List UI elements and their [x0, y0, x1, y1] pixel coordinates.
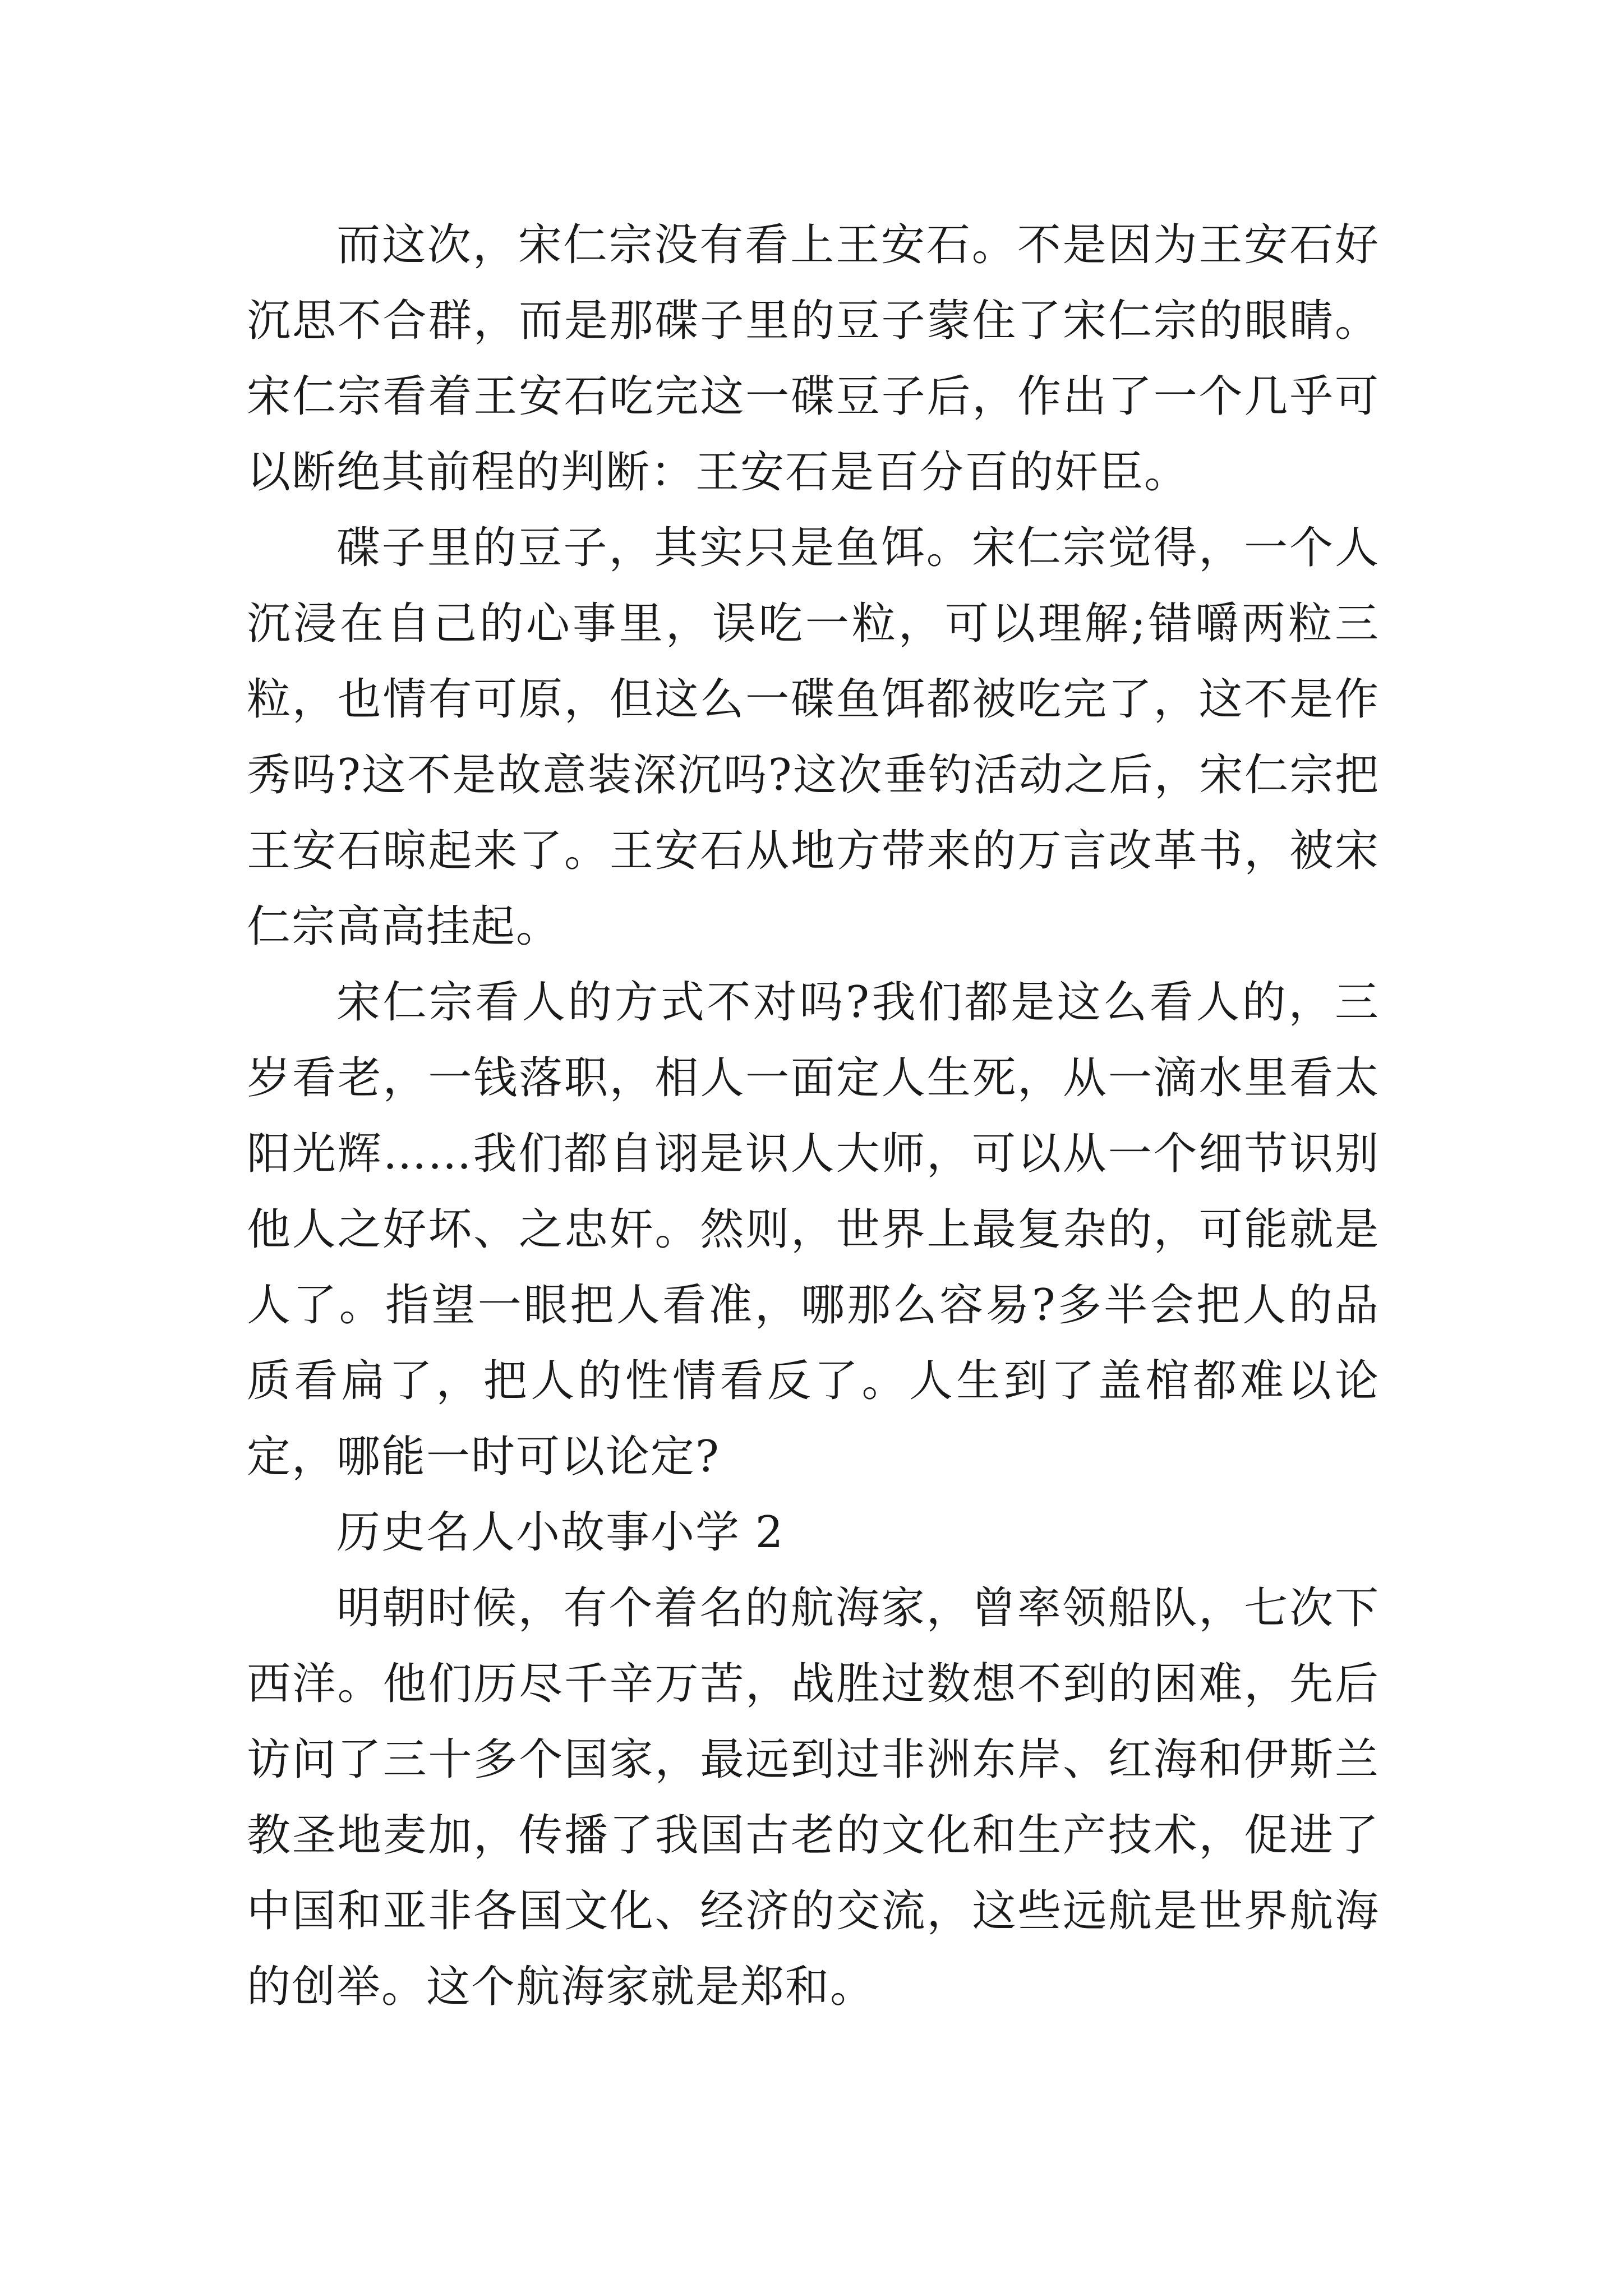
paragraph-3: 宋仁宗看人的方式不对吗?我们都是这么看人的，三岁看老，一钱落职，相人一面定人生死，从一滴水里看太阳光辉……我们都自诩是识人大师，可以从一个细节识别他人之好坏、之忠奸。然则，世界上最复杂的，可能就是人了。指望一眼把人看准，哪那么容易?多半会把人的品质看扁了，把人的性情看反了。人生到了盖棺都难以论定，哪能一时可以论定? — [247, 977, 1380, 1482]
document-body — [247, 208, 1380, 2025]
section-heading: 历史名人小故事小学 2 — [336, 1507, 785, 1558]
paragraph-1: 而这次，宋仁宗没有看上王安石。不是因为王安石好沉思不合群，而是那碟子里的豆子蒙住了宋仁宗的眼睛。宋仁宗看着王安石吃完这一碟豆子后，作出了一个几乎可以断绝其前程的判断：王安石是百分百的奸臣。 — [247, 220, 1380, 498]
paragraph-2: 碟子里的豆子，其实只是鱼饵。宋仁宗觉得，一个人沉浸在自己的心事里，误吃一粒，可以理解;错嚼两粒三粒，也情有可原，但这么一碟鱼饵都被吃完了，这不是作秀吗?这不是故意装深沉吗?这次垂钓活动之后，宋仁宗把王安石晾起来了。王安石从地方带来的万言改革书，被宋仁宗高高挂起。 — [247, 523, 1380, 952]
paragraph-4: 明朝时候，有个着名的航海家，曾率领船队，七次下西洋。他们历尽千辛万苦，战胜过数想不到的困难，先后访问了三十多个国家，最远到过非洲东岸、红海和伊斯兰教圣地麦加，传播了我国古老的文化和生产技术，促进了中国和亚非各国文化、经济的交流，这些远航是世界航海的创举。这个航海家就是郑和。 — [247, 1583, 1380, 2012]
